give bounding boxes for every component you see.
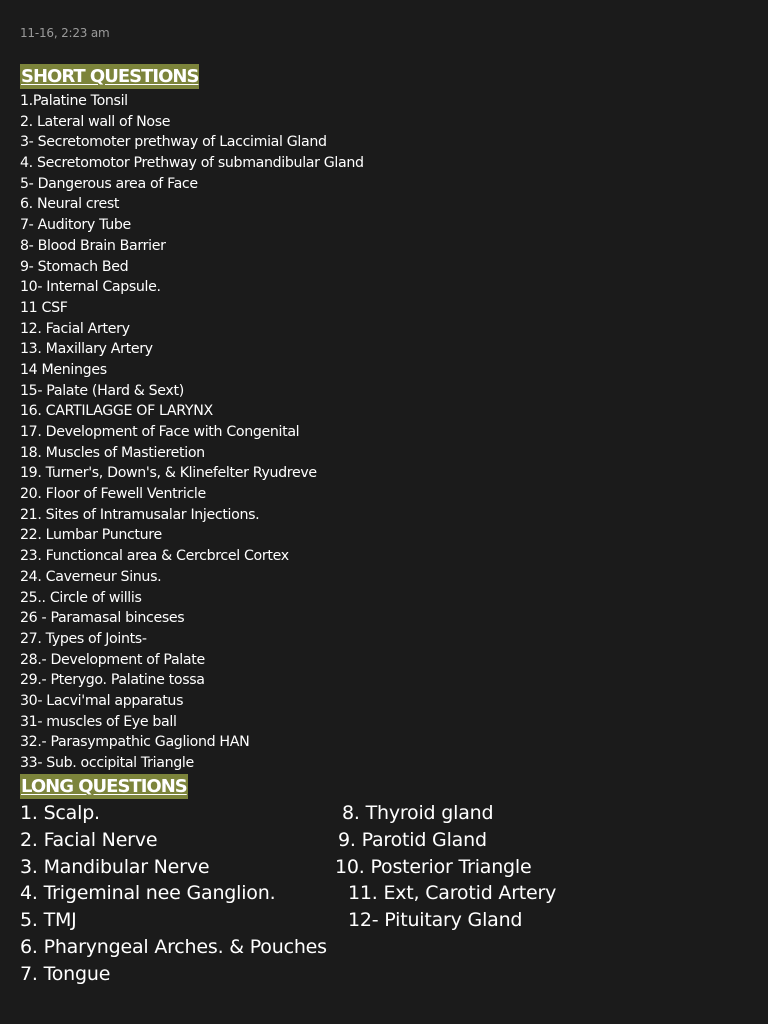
long-question-item: 3. Mandibular Nerve: [20, 855, 210, 878]
short-question-item: 32.- Parasympathic Gagliond HAN: [20, 734, 250, 751]
short-question-item: 5- Dangerous area of Face: [20, 175, 198, 192]
short-question-item: 33- Sub. occipital Triangle: [20, 755, 194, 771]
short-question-item: 17. Development of Face with Congenital: [20, 424, 300, 440]
short-question-item: 2. Lateral wall of Nose: [20, 113, 171, 130]
short-question-item: 23. Functioncal area & Cercbrcel Cortex: [20, 548, 289, 565]
short-question-item: 10- Internal Capsule.: [20, 279, 161, 296]
short-question-item: 19. Turner's, Down's, & Klinefelter Ryudreve: [20, 465, 317, 482]
long-question-item: 2. Facial Nerve: [20, 828, 158, 851]
short-question-item: 16. CARTILAGGE OF LARYNX: [20, 403, 213, 420]
short-question-item: 7- Auditory Tube: [20, 217, 131, 234]
short-question-item: 26 - Paramasal binceses: [20, 610, 185, 627]
short-question-item: 29.- Pterygo. Palatine tossa: [20, 672, 205, 689]
short-question-item: 27. Types of Joints-: [20, 630, 147, 647]
long-question-item: 8. Thyroid gland: [342, 802, 494, 824]
long-question-item: 9. Parotid Gland: [338, 828, 487, 851]
long-question-item: 4. Trigeminal nee Ganglion.: [20, 882, 276, 905]
short-question-item: 18. Muscles of Mastieretion: [20, 444, 205, 461]
short-question-item: 31- muscles of Eye ball: [20, 713, 177, 730]
short-question-item: 20. Floor of Fewell Ventricle: [20, 486, 206, 503]
short-question-item: 6. Neural crest: [20, 196, 120, 213]
short-question-item: 21. Sites of Intramusalar Injections.: [20, 506, 260, 523]
short-question-item: 13. Maxillary Artery: [20, 341, 153, 358]
short-question-item: 30- Lacvi'mal apparatus: [20, 692, 184, 709]
short-question-item: 25.. Circle of willis: [20, 589, 142, 606]
short-question-item: 1.Palatine Tonsil: [20, 93, 128, 109]
short-question-item: 8- Blood Brain Barrier: [20, 237, 166, 254]
timestamp: 11-16, 2:23 am: [20, 26, 110, 40]
short-question-item: 3- Secretomoter prethway of Laccimial Gland: [20, 134, 327, 151]
short-question-item: 11 CSF: [20, 299, 68, 316]
long-question-item: 7. Tongue: [20, 962, 111, 985]
short-question-item: 9- Stomach Bed: [20, 258, 129, 275]
long-question-item: 10. Posterior Triangle: [335, 855, 532, 878]
short-question-item: 28.- Development of Palate: [20, 651, 205, 668]
short-question-item: 15- Palate (Hard & Sext): [20, 382, 184, 399]
long-question-item: 6. Pharyngeal Arches. & Pouches: [20, 936, 327, 958]
long-question-item: 1. Scalp.: [20, 802, 100, 824]
short-question-item: 24. Caverneur Sinus.: [20, 568, 162, 585]
short-question-item: 4. Secretomotor Prethway of submandibular Gland: [20, 155, 364, 172]
short-questions-heading: SHORT QUESTIONS: [21, 66, 199, 87]
long-question-item: 5. TMJ: [20, 909, 77, 932]
short-question-item: 12. Facial Artery: [20, 320, 130, 337]
short-questions-list: [20, 91, 364, 774]
long-question-item: 12- Pituitary Gland: [348, 909, 523, 932]
short-question-item: 14 Meninges: [20, 361, 107, 378]
long-questions-heading: LONG QUESTIONS: [21, 776, 187, 797]
short-question-item: 22. Lumbar Puncture: [20, 527, 162, 544]
long-question-item: 11. Ext, Carotid Artery: [348, 882, 557, 905]
